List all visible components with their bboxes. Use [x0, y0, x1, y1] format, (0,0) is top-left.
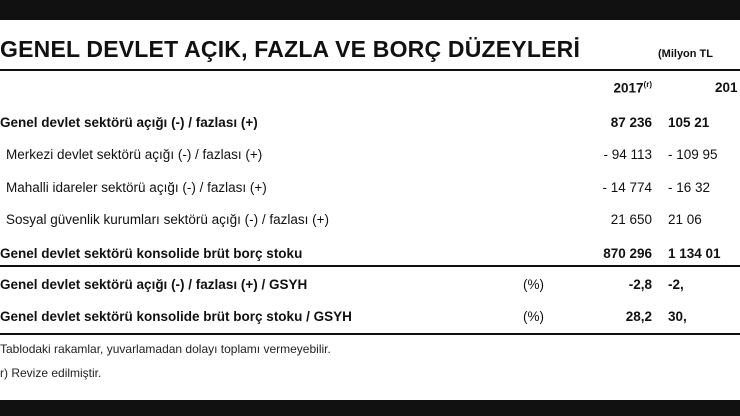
row-value-2017: 870 296 — [603, 246, 652, 261]
top-border — [0, 0, 740, 20]
table-bottom-rule — [0, 333, 740, 335]
footnote-rounding: Tablodaki rakamlar, yuvarlamadan dolayı toplamı vermeyebilir. — [0, 342, 331, 356]
row-value-2017: - 94 113 — [603, 147, 652, 162]
row-value-2017: 21 650 — [610, 212, 652, 227]
row-label: Merkezi devlet sektörü açığı (-) / fazlası (+) — [6, 147, 263, 162]
row-value-next: - 109 95 — [668, 147, 718, 162]
row-value-2017: 28,2 — [625, 309, 652, 324]
row-unit: (%) — [523, 277, 544, 292]
row-label: Genel devlet sektörü açığı (-) / fazlası (+) / GSYH — [0, 277, 308, 292]
row-value-next: 1 134 01 — [668, 246, 721, 261]
row-unit: (%) — [523, 309, 544, 324]
footnote-revised: r) Revize edilmiştir. — [0, 366, 102, 380]
row-value-next: 30, — [668, 309, 687, 324]
row-label: Genel devlet sektörü konsolide brüt borç stoku / GSYH — [0, 309, 352, 324]
rule-after-debt — [0, 265, 740, 267]
row-label: Genel devlet sektörü konsolide brüt borç stoku — [0, 246, 303, 261]
row-value-next: 21 06 — [668, 212, 702, 227]
row-value-2017: 87 236 — [610, 115, 652, 130]
row-label: Mahalli idareler sektörü açığı (-) / fazlası (+) — [6, 180, 267, 195]
header-rule — [0, 69, 740, 71]
column-header-next: 201 — [715, 80, 738, 95]
row-value-next: 105 21 — [668, 115, 710, 130]
bottom-border — [0, 400, 740, 416]
table-title: GENEL DEVLET AÇIK, FAZLA VE BORÇ DÜZEYLERİ — [0, 36, 581, 62]
row-label: Genel devlet sektörü açığı (-) / fazlası (+) — [0, 115, 258, 130]
column-header-2017: 2017$^{(r)}$ — [613, 80, 652, 96]
row-value-2017: -2,8 — [628, 277, 652, 292]
row-label: Sosyal güvenlik kurumları sektörü açığı (-) / fazlası (+) — [6, 212, 329, 227]
unit-label: (Milyon TL — [658, 48, 713, 60]
row-value-next: -2, — [668, 277, 684, 292]
row-value-2017: - 14 774 — [602, 180, 652, 195]
row-value-next: - 16 32 — [668, 180, 711, 195]
